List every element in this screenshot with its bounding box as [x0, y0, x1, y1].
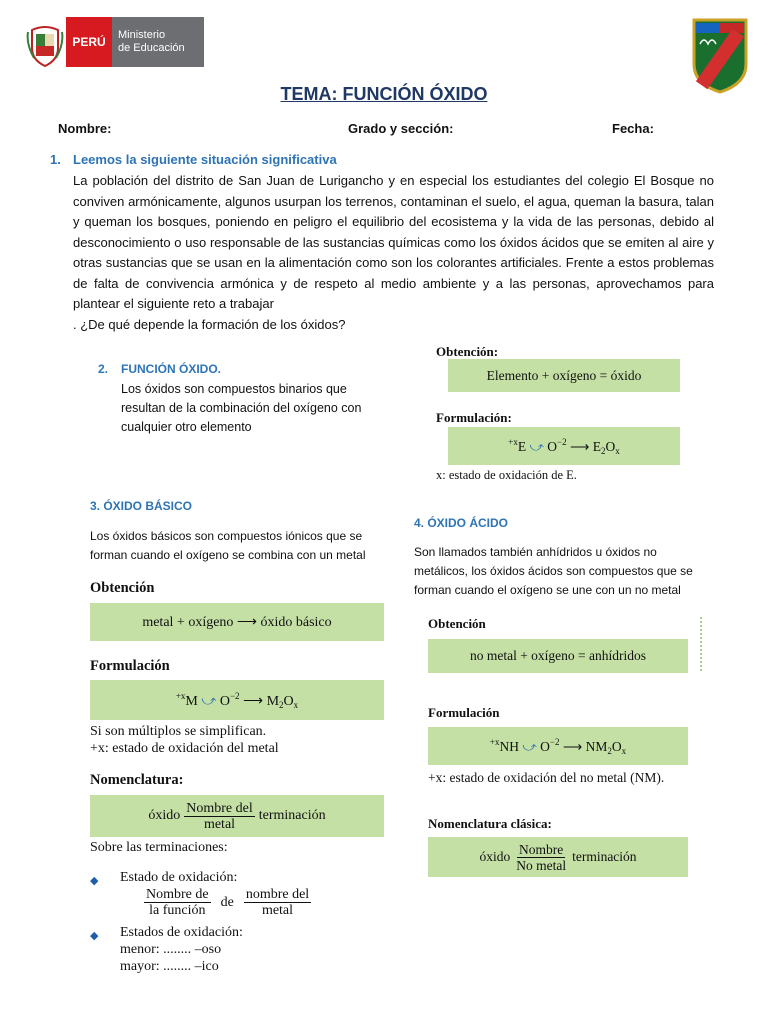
grade-section-label: Grado y sección:	[348, 121, 454, 136]
section3-text: Los óxidos básicos son compuestos iónicos que se forman cuando el oxígeno se combina con un metal	[90, 529, 366, 562]
s3-bullet1-de: de	[220, 894, 234, 910]
ministry-brand-logo	[66, 17, 204, 67]
s3-note2: +x: estado de oxidación del metal	[90, 741, 279, 756]
dotted-divider	[700, 617, 702, 671]
s3-bullet1-den2: metal	[261, 903, 294, 918]
section3-heading: 3. ÓXIDO BÁSICO	[90, 499, 193, 513]
section1-number: 1.	[50, 152, 61, 167]
s3-bullet1-frac1	[144, 887, 211, 918]
s3-formulacion-label: Formulación	[90, 658, 170, 674]
s4-nom-den: No metal	[516, 857, 567, 873]
s4-nom-end: terminación	[572, 849, 637, 864]
s2-obtencion-formula: Elemento + oxígeno = óxido	[486, 367, 642, 383]
s2-formulacion-label: Formulación:	[436, 410, 512, 425]
s3-nom-end: terminación	[258, 808, 326, 823]
s3-bullet1-num2: nombre del	[245, 887, 310, 902]
s3-bullet1-title: Estado de oxidación:	[120, 870, 238, 885]
s3-obtencion-label: Obtención	[90, 580, 155, 596]
section4-heading: 4. ÓXIDO ÁCIDO	[414, 516, 509, 530]
section1-question: . ¿De qué depende la formación de los óxidos?	[73, 317, 346, 332]
s3-nom-word: óxido	[148, 808, 181, 823]
s3-obtencion-formula: metal + oxígeno ⟶ óxido básico	[142, 614, 332, 630]
s3-bullet2-title: Estados de oxidación:	[120, 925, 243, 940]
brand-ministry-line1: Ministerio	[118, 29, 166, 41]
s2-obtencion-label: Obtención:	[436, 344, 499, 359]
s4-cross-arrow-icon: ⤻	[522, 738, 537, 754]
s3-nomenclatura-label: Nomenclatura:	[90, 772, 184, 788]
brand-country: PERÚ	[66, 17, 112, 67]
s3-bullet1-den1: la función	[149, 903, 206, 918]
s4-arrow-icon: ⟶	[562, 738, 583, 754]
school-crest-logo	[690, 14, 750, 94]
section4-text: Son llamados también anhídridos u óxidos no metálicos, los óxidos ácidos son compuestos que se forman cuando el oxígeno se une con un no metal	[414, 545, 693, 597]
s4-nomenclatura-label: Nomenclatura clásica:	[428, 816, 552, 831]
s3-note1: Si son múltiplos se simplifican.	[90, 724, 267, 739]
s3-nom-fraction	[184, 801, 254, 832]
s2-formula-box	[448, 427, 680, 465]
s3-formula-box	[90, 680, 384, 720]
section2-number: 2.	[98, 362, 109, 376]
bullet-diamond-icon: ◆	[90, 875, 99, 887]
s3-nom-num: Nombre del	[186, 800, 253, 816]
s3-terminaciones-label: Sobre las terminaciones:	[90, 840, 228, 855]
s3-bullet1-num1: Nombre de	[146, 887, 209, 902]
section1-heading: Leemos la siguiente situación significativa	[73, 152, 337, 167]
s3-cross-arrow-icon: ⤻	[201, 693, 217, 709]
s4-nom-word: óxido	[479, 849, 511, 864]
s3-bullet1-expr	[140, 887, 315, 918]
brand-ministry-line2: de Educación	[118, 42, 185, 54]
page-title: TEMA: FUNCIÓN ÓXIDO	[280, 84, 488, 104]
s2-obtencion-box	[448, 359, 680, 392]
peru-coat-of-arms-logo	[26, 22, 64, 68]
s4-nom-num: Nombre	[519, 841, 564, 857]
s2-formula: $^{+x}$E ⤻ $O^{-2}$ ⟶ $E_2O_x$	[508, 436, 620, 456]
name-label: Nombre:	[58, 121, 112, 136]
s2-arrow-icon: ⟶	[569, 438, 590, 454]
section1-paragraph: La población del distrito de San Juan de Lurigancho y en especial los estudiantes del colegio El Bosque no conviven armónicamente, algunos usurpan los terrenos, contaminan el suelo, el agua, queman la basura, talan y queman los bosques, poniendo en peligro el equilibrio del ecosistema y la vida de las personas, debido al desconocimiento o uso responsable de las sustancias químicas como los óxidos ácidos que se emiten al aire y otras sustancias que se usan en la alimentación como son los colorantes artificiales. Frente a estos problemas de falta de convivencia armónica y de respeto al medio ambiente y a las personas, aprovechamos para plantear el siguiente reto a trabajar	[73, 173, 714, 311]
section2-heading: FUNCIÓN ÓXIDO.	[121, 362, 222, 376]
s3-nomenclatura-box	[90, 795, 384, 837]
s4-obtencion-label: Obtención	[428, 616, 486, 631]
s4-nomenclatura-box	[428, 837, 688, 877]
section2-text: Los óxidos son compuestos binarios que resultan de la combinación del oxígeno con cualquier otro elemento	[121, 382, 362, 434]
s3-bullet2-line1: menor: ........ –oso	[120, 942, 222, 957]
s3-bullet2-line2: mayor: ........ –ico	[120, 959, 219, 974]
s3-formula: $^{+x}$M ⤻ $O^{-2}$ ⟶ $M_2O_x$	[175, 690, 299, 710]
s4-formulacion-label: Formulación	[428, 705, 500, 720]
s2-cross-arrow-icon: ⤻	[529, 438, 544, 454]
s4-nom-fraction	[514, 842, 568, 873]
s2-note: x: estado de oxidación de E.	[436, 468, 577, 482]
s3-nom-den: metal	[203, 816, 236, 832]
s3-bullet1-frac2	[244, 887, 311, 918]
s3-obtencion-box	[90, 603, 384, 641]
date-label: Fecha:	[612, 121, 654, 136]
s3-arrow-icon: ⟶	[243, 693, 264, 709]
brand-ministry	[112, 17, 204, 67]
s4-obtencion-box	[428, 639, 688, 673]
s4-note: +x: estado de oxidación del no metal (NM).	[428, 770, 665, 785]
bullet-diamond-icon: ◆	[90, 930, 99, 942]
s4-obtencion-formula: no metal + oxígeno = anhídridos	[469, 648, 647, 663]
s4-formula-box	[428, 727, 688, 765]
s4-formula: $^{+x}$NH ⤻ $O^{-2}$ ⟶ $NM_2O_x$	[489, 736, 627, 756]
